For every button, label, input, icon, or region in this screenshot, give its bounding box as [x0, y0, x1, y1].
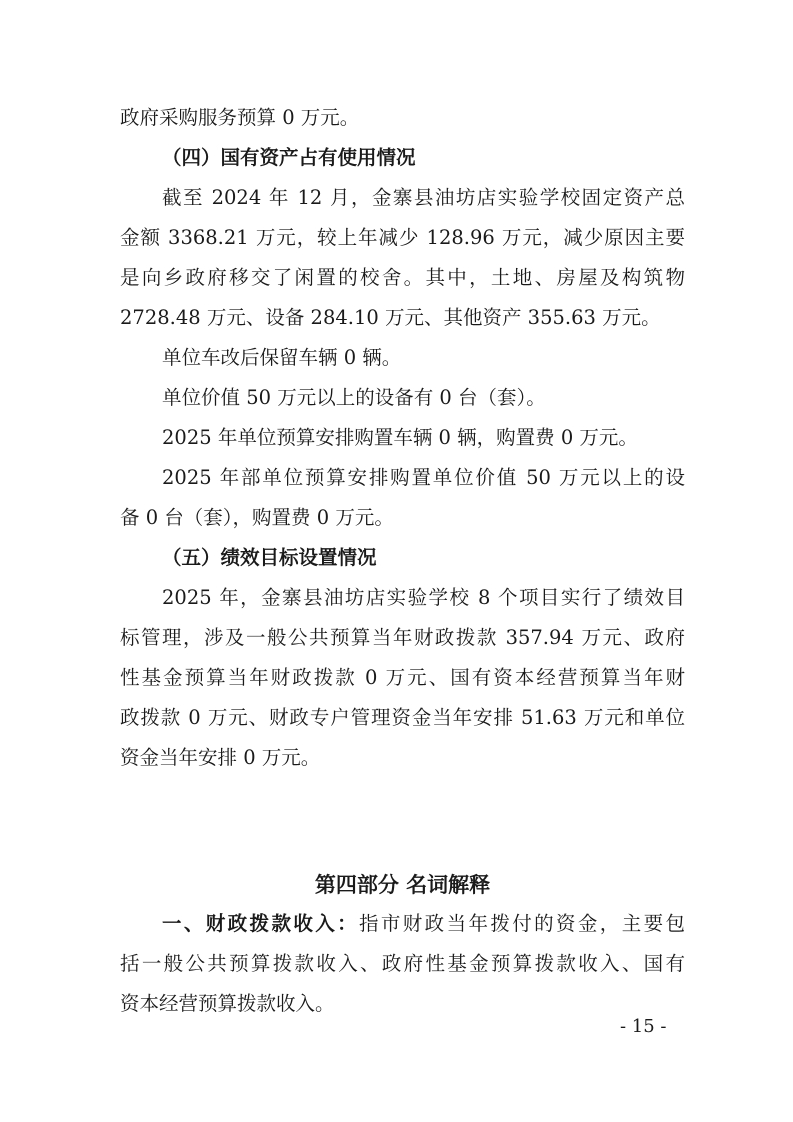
paragraph-line: 是向乡政府移交了闲置的校舍。其中，土地、房屋及构筑物 [120, 266, 685, 289]
paragraph-line: 政拨款 0 万元、财政专户管理资金当年安排 51.63 万元和单位 [120, 706, 685, 729]
paragraph-line: 单位价值 50 万元以上的设备有 0 台（套）。 [162, 386, 546, 409]
subsection-heading-performance: （五）绩效目标设置情况 [162, 546, 377, 569]
paragraph-line: 2025 年单位预算安排购置车辆 0 辆，购置费 0 万元。 [162, 426, 638, 449]
paragraph-line: 单位车改后保留车辆 0 辆。 [162, 346, 402, 369]
definition-text: 指市财政当年拨付的资金，主要包 [359, 912, 685, 935]
subsection-heading-assets: （四）国有资产占有使用情况 [162, 146, 416, 169]
page-number: - 15 - [620, 1016, 667, 1037]
paragraph-line: 备 0 台（套），购置费 0 万元。 [120, 506, 394, 529]
paragraph-line: 2025 年，金寨县油坊店实验学校 8 个项目实行了绩效目 [162, 586, 685, 609]
paragraph-line: 资金当年安排 0 万元。 [120, 746, 321, 769]
paragraph-line: 政府采购服务预算 0 万元。 [120, 106, 360, 129]
paragraph-line: 截至 2024 年 12 月，金寨县油坊店实验学校固定资产总 [162, 186, 685, 209]
paragraph-line: 金额 3368.21 万元，较上年减少 128.96 万元，减少原因主要 [120, 226, 685, 249]
paragraph-line: 2025 年部单位预算安排购置单位价值 50 万元以上的设 [162, 466, 685, 489]
definition-term: 一、财政拨款收入： [162, 912, 360, 935]
paragraph-line: 2728.48 万元、设备 284.10 万元、其他资产 355.63 万元。 [120, 306, 661, 329]
definition-line [162, 912, 685, 936]
definition-line: 资本经营预算拨款收入。 [120, 992, 335, 1015]
paragraph-line: 性基金预算当年财政拨款 0 万元、国有资本经营预算当年财 [120, 666, 685, 689]
definition-line: 括一般公共预算拨款收入、政府性基金预算拨款收入、国有 [120, 952, 685, 975]
section-title: 第四部分 名词解释 [314, 873, 491, 897]
paragraph-line: 标管理，涉及一般公共预算当年财政拨款 357.94 万元、政府 [120, 626, 685, 649]
